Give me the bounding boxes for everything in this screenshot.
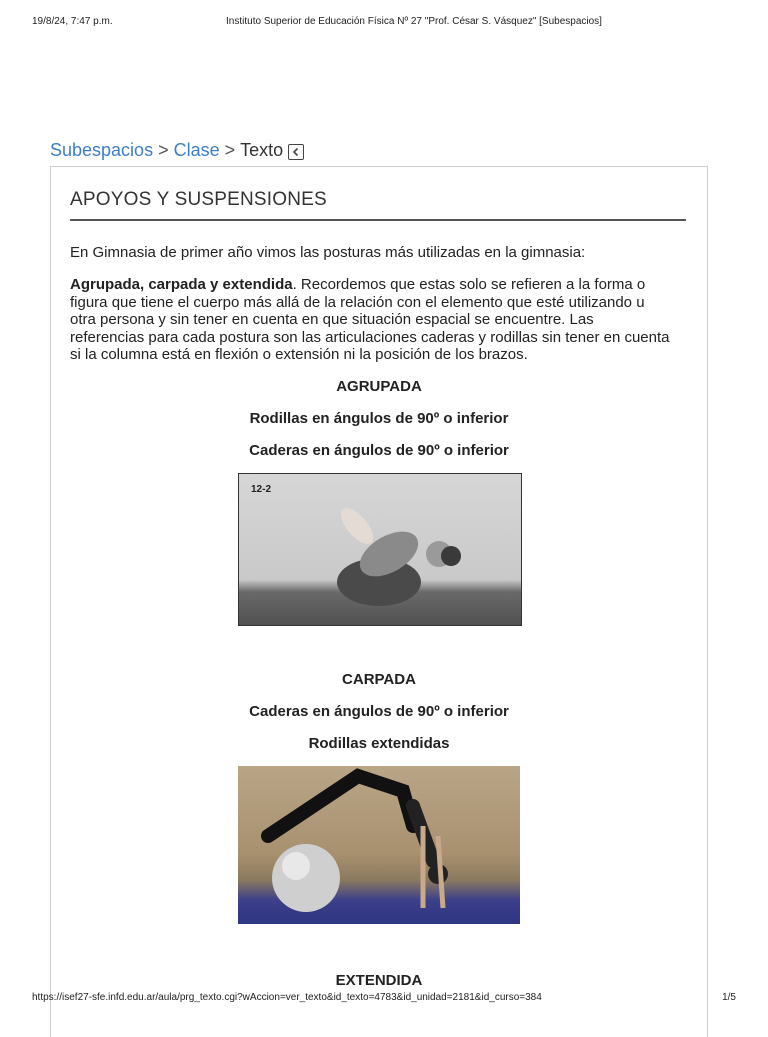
print-header bbox=[32, 16, 736, 30]
breadcrumb-link-clase[interactable]: Clase bbox=[173, 140, 220, 160]
print-datetime: 19/8/24, 7:47 p.m. bbox=[32, 16, 113, 27]
intro-paragraph: En Gimnasia de primer año vimos las posturas más utilizadas en la gimnasia: bbox=[70, 244, 586, 261]
carpada-image bbox=[238, 766, 520, 924]
carpada-heading: CARPADA bbox=[342, 671, 416, 688]
agrupada-heading: AGRUPADA bbox=[336, 378, 422, 395]
print-title: Instituto Superior de Educación Física Nº 27 "Prof. César S. Vásquez" [Subespacios] bbox=[226, 16, 602, 27]
agrupada-image bbox=[238, 473, 522, 626]
breadcrumb-current: Texto bbox=[240, 140, 284, 160]
content-panel bbox=[50, 166, 708, 1037]
agrupada-rodillas: Rodillas en ángulos de 90º o inferior bbox=[249, 410, 509, 427]
postures-bold: Agrupada, carpada y extendida bbox=[70, 276, 293, 293]
breadcrumb bbox=[50, 140, 304, 161]
print-footer bbox=[32, 992, 736, 1006]
extendida-heading: EXTENDIDA bbox=[335, 972, 423, 989]
breadcrumb-link-subespacios[interactable]: Subespacios bbox=[50, 140, 154, 160]
breadcrumb-separator: > bbox=[224, 140, 236, 160]
carpada-caderas: Caderas en ángulos de 90º o inferior bbox=[249, 703, 509, 720]
carpada-rodillas: Rodillas extendidas bbox=[308, 735, 450, 752]
page-number: 1/5 bbox=[722, 992, 736, 1003]
postures-text: . Recordemos que estas solo se refieren a la forma o figura que tiene el cuerpo más allá de la relación con el elemento que esté utilizando u otra persona y sin tener en cuenta en que situación espacial se encuentre. Las referencias para cada postura son las articulaciones caderas y rodillas sin tener en cuenta si la columna está en flexión o extensión ni la posición de los brazos. bbox=[70, 276, 670, 363]
page-title: APOYOS Y SUSPENSIONES bbox=[70, 189, 686, 221]
agrupada-caderas: Caderas en ángulos de 90º o inferior bbox=[249, 442, 509, 459]
back-arrow-icon[interactable] bbox=[288, 144, 304, 160]
print-url: https://isef27-sfe.infd.edu.ar/aula/prg_texto.cgi?wAccion=ver_texto&id_texto=4783&id_unidad=2181&id_curso=384 bbox=[32, 992, 542, 1003]
postures-paragraph bbox=[70, 276, 670, 364]
agrupada-figure bbox=[239, 474, 521, 625]
breadcrumb-separator: > bbox=[158, 140, 169, 160]
image-label: 12-2 bbox=[251, 484, 272, 495]
carpada-figure bbox=[238, 766, 520, 924]
